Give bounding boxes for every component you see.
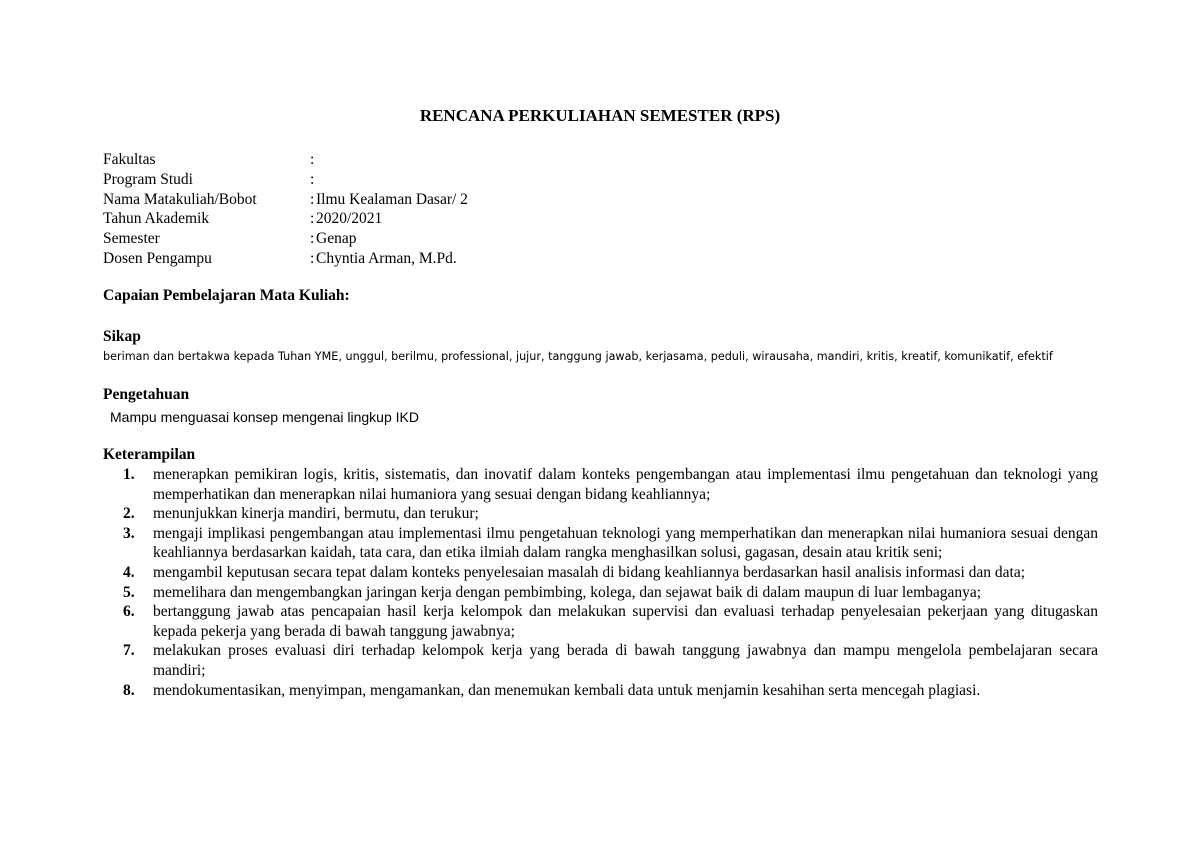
list-item-number: 2. xyxy=(123,505,135,523)
list-item xyxy=(103,524,1098,563)
list-item-text: memelihara dan mengembangkan jaringan kerja dengan pembimbing, kolega, dan sejawat baik di dalam maupun di luar lembaganya; xyxy=(153,583,982,601)
info-separator: : xyxy=(310,230,315,248)
info-value: Chyntia Arman, M.Pd. xyxy=(316,249,457,267)
list-item xyxy=(103,465,1098,504)
info-label: Semester xyxy=(103,230,160,248)
info-label: Dosen Pengampu xyxy=(103,249,212,267)
list-item-text: melakukan proses evaluasi diri terhadap kelompok kerja yang berada di bawah tanggung jawabnya dan mampu mengelola pembelajaran secara mandiri; xyxy=(153,642,1098,679)
info-row-tahun-akademik xyxy=(103,209,468,229)
list-item-text: bertanggung jawab atas pencapaian hasil kerja kelompok dan melakukan supervisi dan evaluasi terhadap penyelesaian pekerjaan yang ditugaskan kepada pekerja yang berada di bawah tanggung jawabnya; xyxy=(153,603,1098,640)
list-item-number: 4. xyxy=(123,563,135,581)
info-label: Nama Matakuliah/Bobot xyxy=(103,190,257,208)
list-item-number: 7. xyxy=(123,642,135,660)
info-value: Ilmu Kealaman Dasar/ 2 xyxy=(316,190,468,208)
info-value: 2020/2021 xyxy=(316,210,383,228)
info-separator: : xyxy=(310,151,315,168)
info-row-program-studi xyxy=(103,170,468,190)
list-item xyxy=(103,563,1098,583)
list-item-number: 8. xyxy=(123,681,135,699)
list-item xyxy=(103,641,1098,680)
info-row-dosen xyxy=(103,249,468,269)
list-item-text: mengaji implikasi pengembangan atau implementasi ilmu pengetahuan teknologi yang memperhatikan dan menerapkan nilai humaniora sesuai dengan keahliannya berdasarkan kaidah, tata cara, dan etika ilmiah dalam rangka menghasilkan solusi, gagasan, desain atau kritik seni; xyxy=(153,524,1098,562)
list-item-number: 6. xyxy=(123,603,135,621)
keterampilan-list xyxy=(103,465,1098,700)
list-item xyxy=(103,681,1098,701)
info-row-semester xyxy=(103,229,468,249)
keterampilan-heading: Keterampilan xyxy=(103,446,196,463)
list-item-number: 5. xyxy=(123,583,135,601)
sikap-heading: Sikap xyxy=(103,328,141,345)
list-item xyxy=(103,583,1098,603)
list-item-number: 1. xyxy=(123,466,135,483)
sikap-text: beriman dan bertakwa kepada Tuhan YME, unggul, berilmu, professional, jujur, tanggung jawab, kerjasama, peduli, wirausaha, mandiri, kritis, kreatif, komunikatif, efektif xyxy=(103,350,1053,363)
list-item xyxy=(103,602,1098,641)
list-item-text: mendokumentasikan, menyimpan, mengamankan, dan menemukan kembali data untuk menjamin kesahihan serta mencegah plagiasi. xyxy=(153,681,981,699)
info-value: Genap xyxy=(316,230,357,248)
course-info xyxy=(103,150,468,269)
info-row-fakultas xyxy=(103,150,468,170)
pengetahuan-text: Mampu menguasai konsep mengenai lingkup IKD xyxy=(110,409,419,425)
document-title: RENCANA PERKULIAHAN SEMESTER (RPS) xyxy=(419,106,781,125)
pengetahuan-heading: Pengetahuan xyxy=(103,386,190,403)
list-item-text: mengambil keputusan secara tepat dalam konteks penyelesaian masalah di bidang keahliannya berdasarkan hasil analisis informasi dan data; xyxy=(153,563,1026,581)
info-separator: : xyxy=(310,249,315,267)
info-label: Program Studi xyxy=(103,170,193,188)
list-item-number: 3. xyxy=(123,524,135,542)
info-row-matakuliah xyxy=(103,190,468,210)
info-label: Fakultas xyxy=(103,151,156,168)
info-separator: : xyxy=(310,190,315,208)
info-separator: : xyxy=(310,170,315,188)
list-item xyxy=(103,504,1098,524)
list-item-text: menerapkan pemikiran logis, kritis, sistematis, dan inovatif dalam konteks pengembangan atau implementasi ilmu pengetahuan dan teknologi yang memperhatikan dan menerapkan nilai humaniora yang sesuai dengan bidang keahliannya; xyxy=(153,466,1098,503)
info-separator: : xyxy=(310,210,315,228)
cpmk-heading: Capaian Pembelajaran Mata Kuliah: xyxy=(103,287,350,304)
list-item-text: menunjukkan kinerja mandiri, bermutu, dan terukur; xyxy=(153,505,479,523)
info-label: Tahun Akademik xyxy=(103,210,210,228)
